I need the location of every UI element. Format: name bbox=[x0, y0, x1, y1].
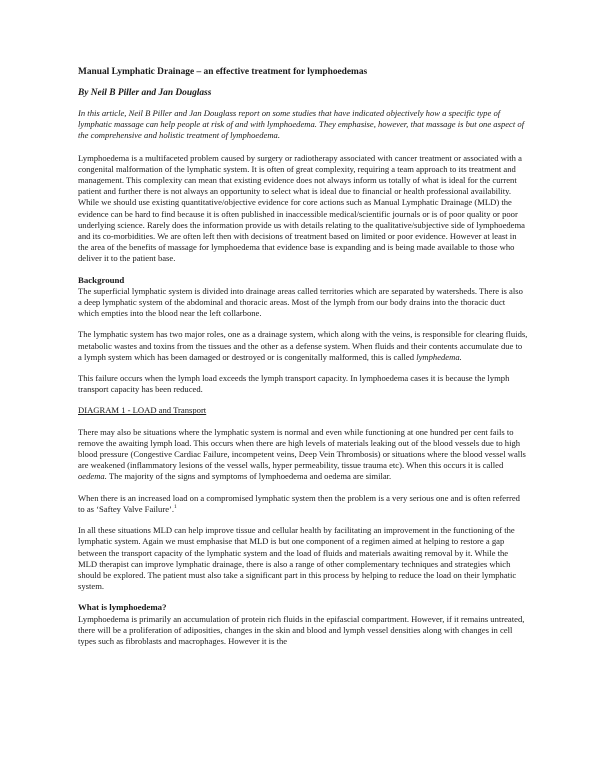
paragraph-safety-valve-text: When there is an increased load on a compromised lymphatic system then the problem is a very serious one and is often referred to as ‘Saftey Valve Failure’. bbox=[78, 492, 520, 514]
paragraph-mld: In all these situations MLD can help improve tissue and cellular health by facilitating an improvement in the functioning of the lymphatic system. Again we must emphasise that MLD is but one component of a regimen aimed at helping to restore a gap between the transport capacity of the lymphatic system and the load of fluids and materials awaiting removal by it. While the MLD therapist can improve lymphatic drainage, there is also a range of other complementary techniques and strategies which should be explored. The patient must also take a significant part in this process by helping to reduce the load on their lymphatic system. bbox=[78, 525, 517, 592]
paragraph-superficial-system: The superficial lymphatic system is divided into drainage areas called territories which are separated by watersheds. There is also a deep lymphatic system of the abdominal and thoracic areas. Most of the lymph from our body drains into the thoracic duct which empties into the blood near the left collarbone. bbox=[78, 285, 523, 319]
term-lymphedema: lymphedema. bbox=[416, 351, 462, 362]
document-page bbox=[78, 66, 528, 657]
paragraph-failure: This failure occurs when the lymph load exceeds the lymph transport capacity. In lymphoedema cases it is because the lymph transport capacity has been reduced. bbox=[78, 373, 510, 395]
heading-background: Background bbox=[78, 274, 125, 285]
paragraph-intro-lymphoedema: Lymphoedema is a multifaceted problem caused by surgery or radiotherapy associated with cancer treatment or associated with a congenital malformation of the lymphatic system. It is often of great complexity, requiring a team approach to its treatment and management. This complexity can mean that existing evidence does not always inform us totally of what is ideal for the current patient and further there is not always an opportunity to select what is ideal due to financial or health professional availability. While we should use existing quantitative/objective evidence for core actions such as Manual Lymphatic Drainage (MLD) the evidence can be hard to find because it is often published in inaccessible medical/scientific journals or is of poor quality or poor underlying science. Rarely does the information provide us with details relating to the qualitative/subjective side of lymphoedema and its co-morbidities. We are often left then with decisions of treatment based on limited or poor evidence. However at least in the area of the benefits of massage for lymphoedema that evidence base is expanding and is being made available to those who deliver it to the patient base. bbox=[78, 152, 525, 264]
article-title: Manual Lymphatic Drainage – an effective treatment for lymphoedemas bbox=[78, 67, 368, 77]
paragraph-oedema bbox=[78, 427, 528, 483]
term-oedema: oedema. bbox=[78, 471, 107, 482]
footnote-marker: 1 bbox=[174, 504, 177, 511]
article-byline: By Neil B Piller and Jan Douglass bbox=[78, 88, 212, 98]
diagram-caption: DIAGRAM 1 - LOAD and Transport bbox=[78, 405, 207, 416]
paragraph-oedema-text: There may also be situations where the lymphatic system is normal and even while functioning at one hundred per cent fails to remove the awaiting lymph load. This occurs when there are high levels of materials leaking out of the blood vessels due to high blood pressure (Congestive Cardiac Failure, incompetent veins, Deep Vein Thrombosis) or situations where the blood vessel walls are weakened (inflammatory lesions of the vessel walls, hyper permeability, tissue trauma etc). When this occurs it is called bbox=[78, 426, 526, 471]
heading-what-is-lymphoedema: What is lymphoedema? bbox=[78, 602, 167, 613]
paragraph-safety-valve bbox=[78, 493, 528, 515]
paragraph-definition: Lymphoedema is primarily an accumulation of protein rich fluids in the epifascial compartment. However, if it remains untreated, there will be a proliferation of adiposities, changes in the skin and blood and lymph vessel densities along with changes in cell types such as fibroblasts and macrophages. However it is the bbox=[78, 613, 525, 646]
paragraph-oedema-tail: The majority of the signs and symptoms of lymphoedema and oedema are similar. bbox=[106, 471, 392, 482]
paragraph-lymphatic-roles-text: The lymphatic system has two major roles, one as a drainage system, which along with the veins, is responsible for clearing fluids, metabolic wastes and toxins from the tissues and the other as a defense system. When fluids and their contents accumulate due to a lymph system which has been damaged or destroyed or is congenitally malformed, this is called bbox=[78, 329, 528, 362]
paragraph-lymphatic-roles bbox=[78, 329, 528, 363]
article-intro: In this article, Neil B Piller and Jan Douglass report on some studies that have indicated objectively how a specific type of lymphatic massage can help people at risk of and with lymphoedema. They emphasise, however, that massage is but one aspect of the comprehensive and holistic treatment of lymphoedema. bbox=[78, 108, 525, 141]
